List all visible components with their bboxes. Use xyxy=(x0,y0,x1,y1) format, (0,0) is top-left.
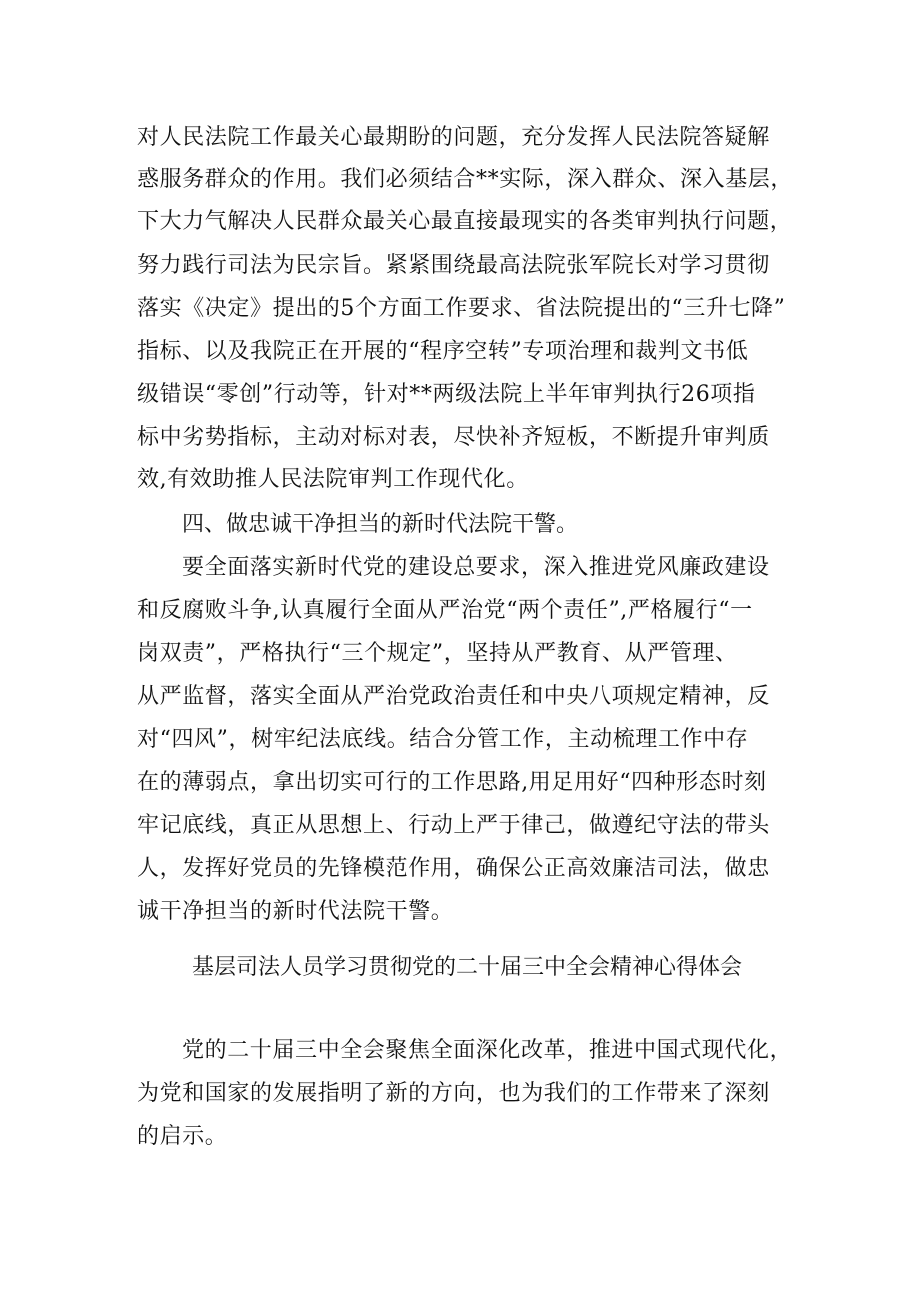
text-line: 牢记底线，真正从思想上、行动上严于律己，做遵纪守法的带头 xyxy=(137,813,770,838)
text-line: 党的二十届三中全会聚焦全面深化改革，推进中国式现代化， xyxy=(182,1038,793,1063)
text-line: 和反腐败斗争,认真履行全面从严治党“两个责任”,严格履行“一 xyxy=(137,598,753,623)
text-line: 从严监督，落实全面从严治党政治责任和中央八项规定精神，反 xyxy=(137,684,770,709)
text-line: 标中劣势指标，主动对标对表，尽快补齐短板，不断提升审判质 xyxy=(137,425,770,450)
article-title: 基层司法人员学习贯彻党的二十届三中全会精神心得体会 xyxy=(192,955,743,980)
text-line: 为党和国家的发展指明了新的方向，也为我们的工作带来了深刻 xyxy=(137,1081,770,1106)
section-heading: 四、做忠诚干净担当的新时代法院干警。 xyxy=(182,512,579,537)
text-line: 对人民法院工作最关心最期盼的问题，充分发挥人民法院答疑解 xyxy=(137,125,770,150)
text-line: 效,有效助推人民法院审判工作现代化。 xyxy=(137,467,529,492)
text-line: 岗双责”，严格执行“三个规定”，坚持从严教育、从严管理、 xyxy=(137,641,738,666)
text-line: 诚干净担当的新时代法院干警。 xyxy=(137,899,454,924)
text-line: 在的薄弱点，拿出切实可行的工作思路,用足用好“四种形态时刻 xyxy=(137,770,767,795)
text-line: 的启示。 xyxy=(137,1124,228,1149)
text-line: 努力践行司法为民宗旨。紧紧围绕最高法院张军院长对学习贯彻 xyxy=(137,253,770,278)
text-line: 要全面落实新时代党的建设总要求，深入推进党风廉政建设 xyxy=(182,555,770,580)
text-line: 级错误“零创”行动等，针对**两级法院上半年审判执行26项指 xyxy=(137,382,756,407)
text-line: 指标、以及我院正在开展的“程序空转”专项治理和裁判文书低 xyxy=(137,339,749,364)
text-line: 落实《决定》提出的5个方面工作要求、省法院提出的“三升七降” xyxy=(137,296,786,321)
text-line: 对“四风”，树牢纪法底线。结合分管工作，主动梳理工作中存 xyxy=(137,727,749,752)
text-line: 下大力气解决人民群众最关心最直接最现实的各类审判执行问题， xyxy=(137,209,793,234)
text-line: 惑服务群众的作用。我们必须结合**实际，深入群众、深入基层， xyxy=(137,167,794,192)
text-line: 人，发挥好党员的先锋模范作用，确保公正高效廉洁司法，做忠 xyxy=(137,856,770,881)
